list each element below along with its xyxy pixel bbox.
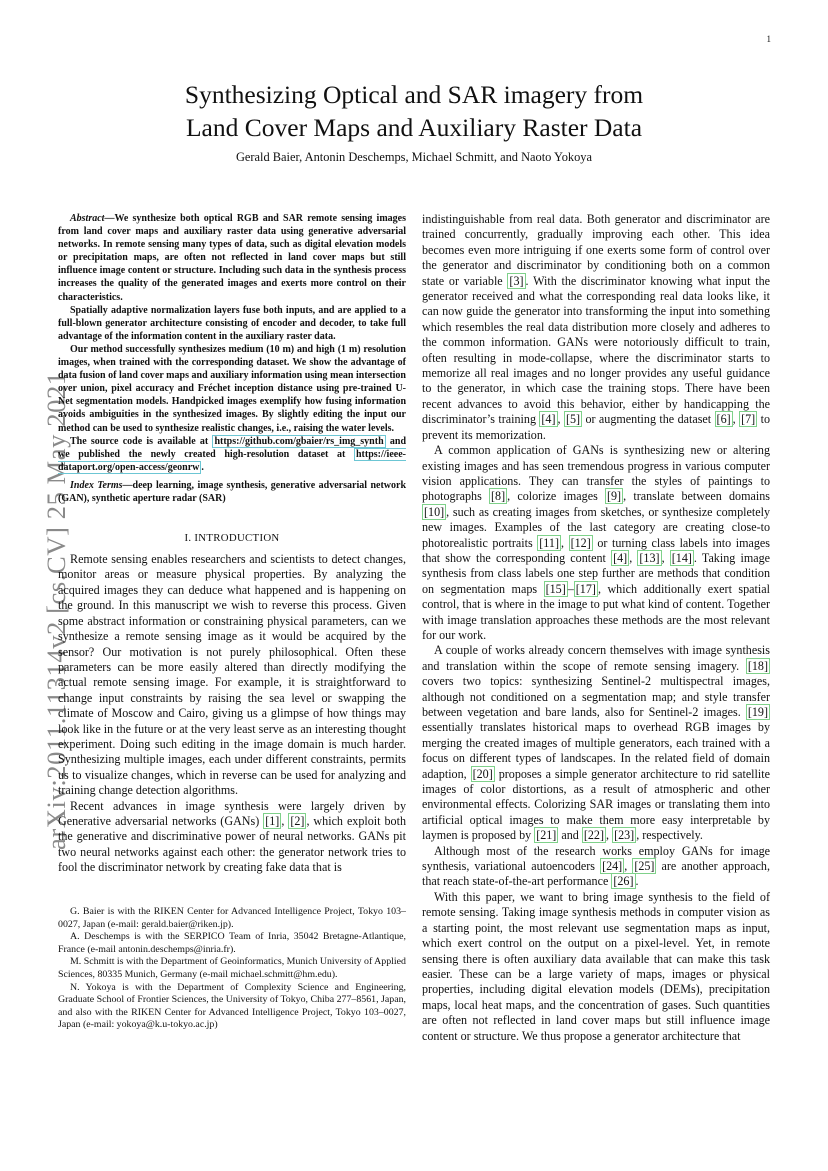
text-run: ,	[281, 813, 289, 828]
text-run: A common application of GANs is synthesizing new or altering existing images and has seen tremendous progress in various computer vision applications. They can transfer the styles of paintings to photographs	[422, 443, 770, 504]
text-run: , which exploit both the generative and discriminative power of neural networks. GANs pit two neural networks against each other: the generator network tries to fool the discriminator network by creating fake data that is	[58, 813, 406, 875]
text-run: ,	[629, 550, 638, 565]
text-run: A couple of works already concern themselves with image synthesis and translation within the scope of remote sensing imagery.	[422, 643, 770, 673]
citation[interactable]: [10]	[424, 504, 445, 519]
citation[interactable]: [11]	[539, 535, 559, 550]
text-run: , translate between domains	[623, 489, 770, 504]
citation[interactable]: [4]	[541, 412, 556, 427]
citation[interactable]: [3]	[509, 273, 524, 288]
index-terms-text: —deep learning, image synthesis, generative adversarial network (GAN), synthetic aperture radar (SAR)	[58, 479, 407, 504]
text-run: . Taking image synthesis from class labels one step further are methods that condition on segmentation maps	[422, 550, 771, 596]
right-paragraph-5: With this paper, we want to bring image synthesis to the field of remote sensing. Taking image synthesis methods in computer vision as a starting point, the most relevant use segmentation maps as input, which exert control on the output on a pixel-level. Yet, in remote sensing there is often auxiliary data available that can make this task easier. These can be a large variety of maps, images or physical properties, including digital elevation models (DEMs), precipitation maps, local heat maps, and the concentration of gases. Such quantities are often not reflected in land cover maps but still influence image content or structure. We thus propose a generator architecture that	[422, 889, 770, 1043]
citation[interactable]: [7]	[741, 412, 756, 427]
text-run: , respectively.	[636, 828, 703, 843]
dataport-link[interactable]: https://ieee-dataport.org/open-access/geonrw	[58, 448, 406, 473]
citation[interactable]: [15]	[545, 581, 566, 596]
abstract-paragraph-1	[58, 212, 406, 304]
abstract-paragraph-3: Our method successfully synthesizes medium (10 m) and high (1 m) resolution images, when trained with the corresponding dataset. We show the advantage of data fusion of land cover maps and auxiliary information using mean intersection over union, pixel accuracy and Fréchet inception distance using pre-trained U-Net segmentation models. Handpicked images exemplify how fusing information avoids ambiguities in the synthesized images. By slightly editing the input our method can be used to synthesize realistic changes, i.e., raising the water levels.	[58, 343, 406, 434]
right-paragraph-3	[422, 643, 770, 843]
text-run: or turning class labels into images that show the corresponding content	[422, 535, 770, 565]
text-run: to prevent its memorization.	[422, 412, 770, 442]
citation[interactable]: [22]	[583, 828, 605, 843]
citation[interactable]: [17]	[575, 581, 596, 596]
section-heading-introduction: I. INTRODUCTION	[184, 532, 280, 545]
footnotes	[58, 906, 406, 1032]
text-run: ,	[560, 535, 569, 550]
intro-paragraph-2	[58, 799, 406, 876]
page-number: 1	[766, 34, 771, 44]
text-run: .	[635, 874, 639, 889]
right-paragraph-4	[422, 844, 770, 890]
citation[interactable]: [19]	[747, 705, 768, 719]
text-run: covers two topics: synthesizing Sentinel-2 multispectral images, although not conditioned on a segmentation map; and style transfer between vegetation and bare lands, also for Sentinel-2 images.	[422, 674, 770, 719]
arxiv-stamp: arXiv:2011.11314v2 [cs.CV] 25 May 2021	[41, 371, 71, 850]
citation[interactable]: [6]	[716, 412, 731, 427]
text-run: . With the discriminator knowing what input the generator received and what the corresponding real data looks like, it can now guide the generator into transforming the input into something which resembles the real data distribution more closely and adheres to the common information. GANs were notoriously difficult to train, often resulting in mode-collapse, where the discriminator starts to memorize all real images and no longer provides any useful guidance to the generator, in which case the training stops. There have been recent advances to avoid this behavior, either by handicapping the discriminator’s training	[422, 273, 770, 427]
right-paragraph-2	[422, 443, 770, 643]
text-run: ,	[624, 859, 633, 874]
text-run: ,	[606, 828, 613, 843]
text-run: are another approach, that reach state-of-the-art performance	[422, 859, 771, 889]
index-terms-label: Index Terms	[70, 479, 123, 491]
text-run: and	[558, 828, 582, 843]
text-run: Recent advances in image synthesis were largely driven by Generative adversarial networks (GANs)	[58, 798, 406, 828]
abstract-paragraph-4	[58, 435, 406, 474]
text-run: ,	[732, 412, 740, 427]
dataset-text: and we published the newly created high-resolution dataset at	[58, 435, 407, 460]
citation[interactable]: [26]	[613, 874, 634, 889]
citation[interactable]: [9]	[606, 489, 622, 504]
abstract-end: .	[201, 461, 204, 473]
text-run: –	[567, 581, 574, 596]
abstract-text-1: —We synthesize both optical RGB and SAR remote sensing images from land cover maps and auxiliary raster data using generative adversarial networks. In remote sensing many types of data, such as digital elevation models or precipitation maps, are often not reflected in land cover maps but still influence image content or structure. Including such data in the synthesis process increases the quality of the generated images and exerts more control on their characteristics.	[58, 213, 406, 303]
source-code-text: The source code is available at	[70, 435, 213, 447]
text-run: ,	[661, 550, 670, 565]
citation[interactable]: [20]	[472, 766, 493, 781]
citation[interactable]: [21]	[536, 828, 557, 843]
right-column	[422, 212, 770, 1044]
index-terms	[58, 479, 406, 505]
abstract-label: Abstract	[70, 213, 105, 224]
paper-title	[90, 78, 738, 144]
citation[interactable]: [1]	[265, 813, 280, 828]
text-run: , such as creating images from sketches, or synthesize completely new images. Examples of the last category are creating close-to photorealistic portraits	[422, 504, 770, 550]
citation[interactable]: [4]	[613, 550, 628, 565]
text-run: indistinguishable from real data. Both generator and discriminator are trained concurrently, gradually improving each other. This idea becomes even more intriguing if one exerts some form of control over the generator and discriminator by conditioning both on a common state or variable	[422, 212, 770, 288]
citation[interactable]: [12]	[570, 535, 591, 550]
footnote-baier: G. Baier is with the RIKEN Center for Advanced Intelligence Project, Tokyo 103–0027, Japan (e-mail: gerald.baier@riken.jp).	[58, 906, 406, 930]
abstract-paragraph-2: Spatially adaptive normalization layers fuse both inputs, and are applied to a full-blown generator architecture consisting of encoder and decoder, to take full advantage of the information content in the auxiliary raster data.	[58, 304, 406, 342]
left-column	[58, 212, 406, 876]
citation[interactable]: [14]	[671, 550, 692, 565]
citation[interactable]: [5]	[565, 412, 581, 427]
text-run: , which additionally exert spatial control, that is where in the image to put what kind of content. Together with image translation approaches these methods are the most relevant for our work.	[422, 581, 770, 642]
text-run: proposes a simple generator architecture to rid satellite images of color distortions, as a result of atmospheric and other environmental effects. Colorizing SAR images or translating them into artificial optical images to make them more easy interpretable by laymen is proposed by	[422, 766, 770, 843]
authors: Gerald Baier, Antonin Deschemps, Michael Schmitt, and Naoto Yokoya	[235, 150, 593, 164]
citation[interactable]: [23]	[614, 828, 635, 843]
text-run: or augmenting the dataset	[582, 412, 715, 427]
title-line-2: Land Cover Maps and Auxiliary Raster Data	[185, 113, 643, 142]
citation[interactable]: [8]	[491, 489, 506, 504]
citation[interactable]: [13]	[639, 550, 660, 565]
text-run: , colorize images	[507, 489, 605, 504]
title-line-1: Synthesizing Optical and SAR imagery from	[184, 80, 644, 109]
citation[interactable]: [24]	[602, 859, 623, 874]
intro-paragraph-1: Remote sensing enables researchers and scientists to detect changes, monitor areas or measure physical properties. By analyzing the acquired images they can deduce what happened and is happening on the ground. In this manuscript we wish to reverse this process. Given some abstract information or constraining physical parameters, can we synthesize a remote sensing image as it would be acquired by the sensor? Our motivation is not purely philosophical. Often these parameters can be more easily altered than directly modifying the actual remote sensing image. For example, it is straightforward to change input constraints by raising the sea level or swapping the climate of Moscow and Cairo, giving us a glimpse of how things may look like in the future or at the very least serve as an interesting thought experiment. Doing such editing in the image domain is much harder. Synthesizing multiple images, each under different constraints, permits us to visualize changes, which in reverse can be used for analyzing and training change detection algorithms.	[58, 552, 406, 798]
text-run: essentially translates historical maps to overhead RGB images by merging the created images of multiple generators, each trained with a focus on different types of landscapes. In the related field of domain adaption,	[422, 720, 770, 781]
right-paragraph-1	[422, 212, 770, 443]
citation[interactable]: [18]	[747, 658, 768, 673]
citation[interactable]: [25]	[634, 859, 655, 874]
github-link[interactable]: https://github.com/gbaier/rs_img_synth	[214, 435, 384, 447]
introduction-left	[58, 552, 406, 876]
text-run: ,	[557, 412, 564, 427]
footnote-deschemps: A. Deschemps is with the SERPICO Team of Inria, 35042 Bretagne-Atlantique, France (e-mail antonin.deschemps@inria.fr).	[58, 931, 406, 955]
abstract	[58, 212, 406, 474]
footnote-yokoya: N. Yokoya is with the Department of Complexity Science and Engineering, Graduate School of Frontier Sciences, the University of Tokyo, Chiba 277–8561, Japan, and also with the RIKEN Center for Advanced Intelligence Project, Tokyo 103–0027, Japan (e-mail: yokoya@k.u-tokyo.ac.jp)	[58, 981, 406, 1031]
citation[interactable]: [2]	[290, 813, 305, 828]
text-run: Although most of the research works employ GANs for image synthesis, variational autoencoders	[422, 843, 770, 874]
footnote-schmitt: M. Schmitt is with the Department of Geoinformatics, Munich University of Applied Sciences, 80335 Munich, Germany (e-mail michael.schmitt@hm.edu).	[58, 956, 406, 980]
